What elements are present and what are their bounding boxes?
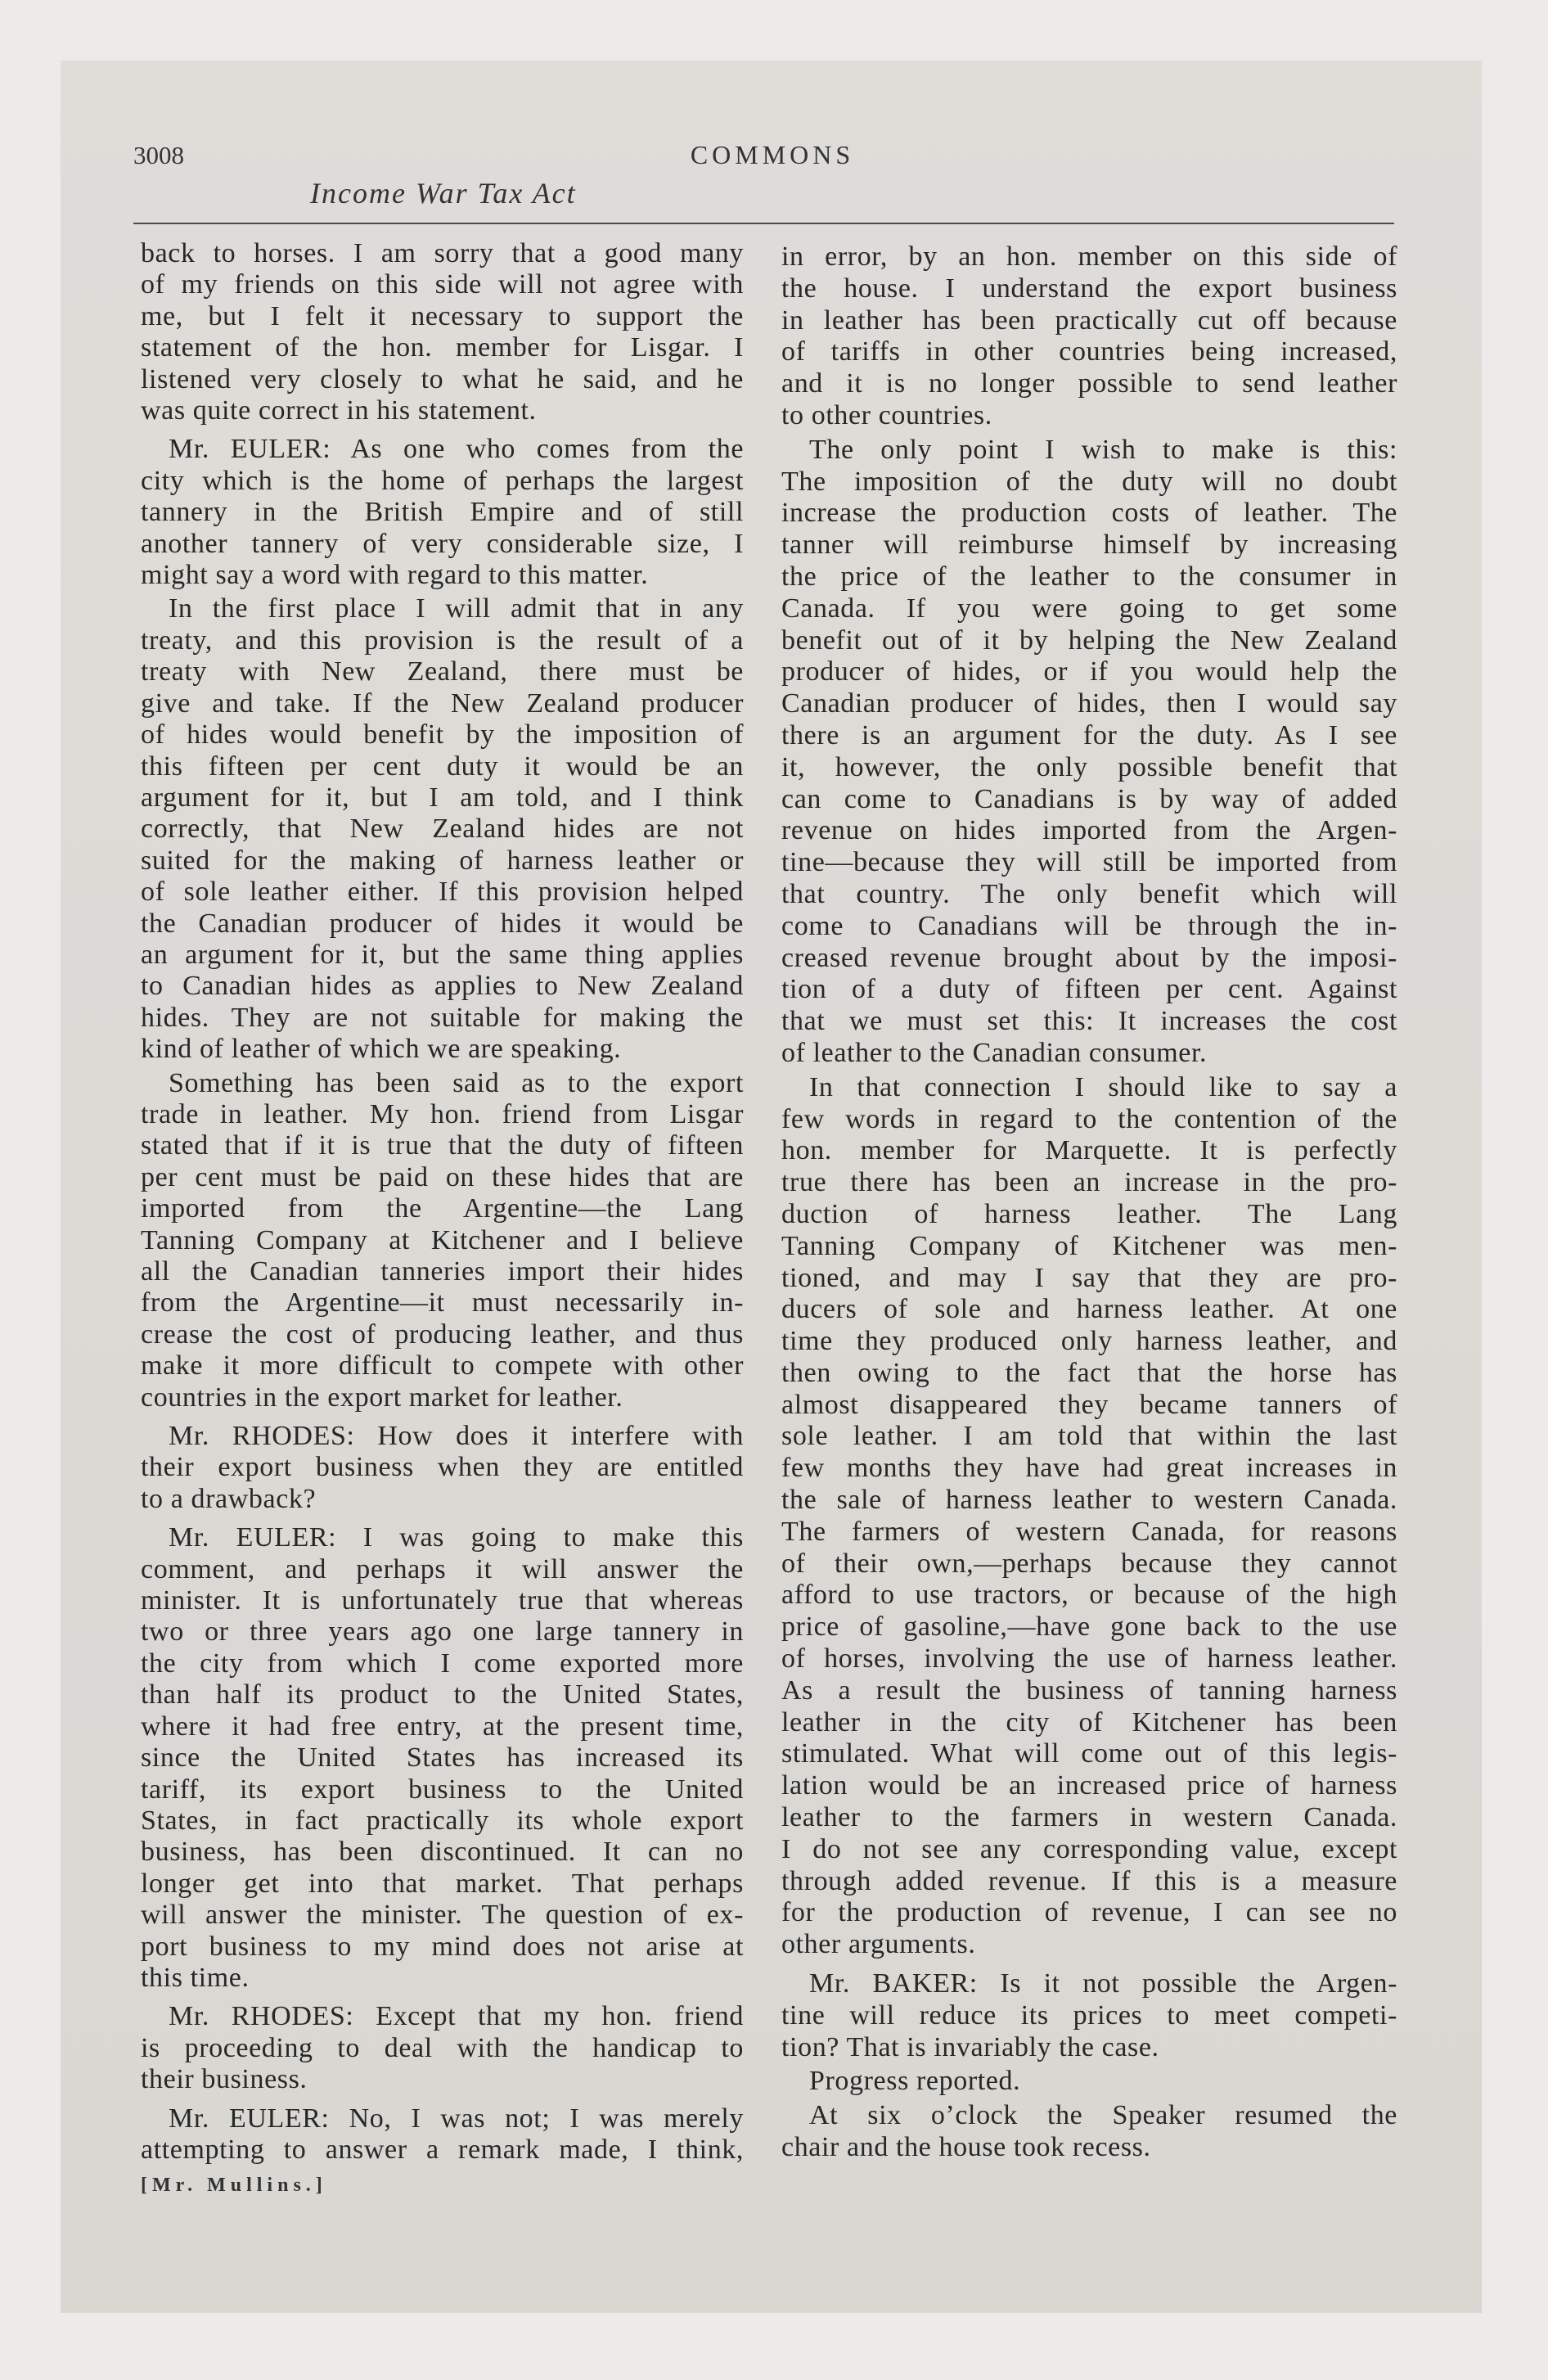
text-line: city which is the home of perhaps the largest <box>141 465 744 496</box>
paragraph <box>141 593 744 1065</box>
text-line: than half its product to the United States, <box>141 1679 744 1711</box>
text-line: In the first place I will admit that in any <box>169 593 744 624</box>
text-line: ducers of sole and harness leather. At one <box>781 1294 1397 1325</box>
text-line: might say a word with regard to this matter. <box>141 560 649 591</box>
text-line: come to Canadians will be through the in- <box>781 910 1397 941</box>
text-line: since the United States has increased its <box>141 1742 744 1774</box>
text-line <box>141 434 744 465</box>
text-line: hides. They are not suitable for making the <box>141 1002 744 1033</box>
text-line: was quite correct in his statement. <box>141 395 537 426</box>
text-line: The farmers of western Canada, for reasons <box>781 1516 1397 1547</box>
text-line: tion? That is invariably the case. <box>781 2031 1159 2062</box>
text-line: kind of leather of which we are speaking. <box>141 1034 622 1065</box>
text-line: listened very closely to what he said, and he <box>141 363 744 394</box>
text-line: of hides would benefit by the imposition of <box>141 719 744 751</box>
text-line: the price of the leather to the consumer in <box>781 561 1397 592</box>
chamber-title: COMMONS <box>690 140 855 169</box>
text-line: Canadian producer of hides, then I would say <box>781 688 1397 719</box>
line-text: Is it not possible the Argen- <box>1000 1968 1397 1999</box>
text-line: this time. <box>141 1962 250 1993</box>
text-line: the city from which I come exported more <box>141 1648 744 1679</box>
paragraph <box>781 2100 1397 2164</box>
text-line: their export business when they are entitled <box>141 1452 744 1483</box>
text-line: another tannery of very considerable size, I <box>141 528 744 559</box>
text-line: imported from the Argentine—the Lang <box>141 1193 744 1224</box>
text-line <box>141 2001 744 2032</box>
paragraph <box>141 1068 744 1413</box>
text-line: to Canadian hides as applies to New Zealand <box>141 971 744 1002</box>
text-line: of tariffs in other countries being increased, <box>781 336 1397 367</box>
text-line: is proceeding to deal with the handicap to <box>141 2032 744 2063</box>
text-line: producer of hides, or if you would help the <box>781 656 1397 687</box>
text-line: two or three years ago one large tannery in <box>141 1616 744 1648</box>
running-title: Income War Tax Act <box>310 177 577 210</box>
text-line: Tanning Company of Kitchener was men- <box>781 1230 1397 1261</box>
text-line: through added revenue. If this is a measure <box>781 1865 1397 1896</box>
text-line: will answer the minister. The question of ex- <box>141 1900 744 1931</box>
text-line: trade in leather. My hon. friend from Lisgar <box>141 1098 744 1129</box>
paragraph <box>781 241 1397 432</box>
paragraph <box>781 1072 1397 1961</box>
text-line: correctly, that New Zealand hides are not <box>141 814 744 845</box>
text-line: Progress reported. <box>809 2066 1021 2097</box>
text-line: this fifteen per cent duty it would be an <box>141 751 744 782</box>
text-line: statement of the hon. member for Lisgar. I <box>141 332 744 363</box>
text-line: give and take. If the New Zealand producer <box>141 687 744 719</box>
line-text: Except that my hon. friend <box>376 2001 744 2032</box>
text-line: attempting to answer a remark made, I think, <box>141 2134 744 2165</box>
text-line: suited for the making of harness leather or <box>141 845 744 876</box>
text-line <box>141 1522 744 1553</box>
text-line: where it had free entry, at the present time, <box>141 1711 744 1742</box>
line-text: How does it interfere with <box>377 1421 744 1452</box>
text-line: all the Canadian tanneries import their hides <box>141 1256 744 1287</box>
text-line: there is an argument for the duty. As I see <box>781 719 1397 751</box>
text-line: States, in fact practically its whole export <box>141 1805 744 1836</box>
paragraph <box>781 2066 1397 2098</box>
right-column <box>781 241 1397 2164</box>
text-line: creased revenue brought about by the imposi- <box>781 942 1397 973</box>
text-line: their business. <box>141 2064 308 2095</box>
text-line: few words in regard to the contention of the <box>781 1103 1397 1134</box>
line-text: I was going to make this <box>362 1522 744 1553</box>
text-line: true there has been an increase in the pro- <box>781 1167 1397 1198</box>
text-line: I do not see any corresponding value, except <box>781 1833 1397 1864</box>
text-line: in leather has been practically cut off because <box>781 304 1397 336</box>
text-line: that country. The only benefit which will <box>781 878 1397 909</box>
text-line: duction of harness leather. The Lang <box>781 1198 1397 1229</box>
text-line: leather to the farmers in western Canada. <box>781 1802 1397 1833</box>
text-line: of my friends on this side will not agree with <box>141 269 744 300</box>
paragraph <box>781 435 1397 1070</box>
text-line: the sale of harness leather to western Canada. <box>781 1485 1397 1516</box>
text-line: can come to Canadians is by way of added <box>781 783 1397 814</box>
text-line: treaty, and this provision is the result of a <box>141 624 744 656</box>
speaker-footnote: [Mr. Mullins.] <box>141 2175 327 2196</box>
text-line: me, but I felt it necessary to support the <box>141 300 744 331</box>
text-line: countries in the export market for leather. <box>141 1382 623 1413</box>
speaker-name: Mr. EULER: <box>169 434 331 465</box>
speaker-name: Mr. BAKER: <box>809 1968 978 1999</box>
text-line: revenue on hides imported from the Argen- <box>781 815 1397 846</box>
text-line: few months they have had great increases in <box>781 1453 1397 1484</box>
text-line: At six o’clock the Speaker resumed the <box>809 2100 1397 2131</box>
text-line: benefit out of it by helping the New Zealand <box>781 624 1397 656</box>
text-line: business, has been discontinued. It can no <box>141 1837 744 1868</box>
text-line: of sole leather either. If this provision helped <box>141 877 744 908</box>
text-line: and it is no longer possible to send leather <box>781 368 1397 399</box>
text-line: to other countries. <box>781 399 992 430</box>
text-line: in error, by an hon. member on this side of <box>781 241 1397 272</box>
text-line: of leather to the Canadian consumer. <box>781 1037 1208 1068</box>
text-line: stimulated. What will come out of this legis- <box>781 1738 1397 1769</box>
text-line <box>781 1968 1397 2000</box>
speech-paragraph <box>141 2103 744 2166</box>
text-line: tanner will reimburse himself by increasing <box>781 530 1397 561</box>
text-line: it, however, the only possible benefit that <box>781 751 1397 782</box>
text-line: comment, and perhaps it will answer the <box>141 1553 744 1584</box>
text-line: Canada. If you were going to get some <box>781 593 1397 624</box>
speech-paragraph <box>141 2001 744 2095</box>
text-line: for the production of revenue, I can see no <box>781 1897 1397 1928</box>
text-line: tioned, and may I say that they are pro- <box>781 1262 1397 1293</box>
page-number: 3008 <box>133 141 184 169</box>
text-line: Something has been said as to the export <box>169 1067 744 1098</box>
speech-paragraph <box>141 1421 744 1515</box>
text-line: treaty with New Zealand, there must be <box>141 656 744 687</box>
text-line: the house. I understand the export business <box>781 273 1397 304</box>
text-line: increase the production costs of leather. The <box>781 498 1397 529</box>
text-line: tannery in the British Empire and of still <box>141 497 744 528</box>
text-line: time they produced only harness leather, and <box>781 1326 1397 1357</box>
text-line: then owing to the fact that the horse has <box>781 1357 1397 1388</box>
text-line: argument for it, but I am told, and I think <box>141 782 744 813</box>
text-line <box>141 1421 744 1452</box>
speech-paragraph <box>141 1522 744 1994</box>
text-line: from the Argentine—it must necessarily in- <box>141 1287 744 1318</box>
text-line: longer get into that market. That perhaps <box>141 1868 744 1899</box>
text-line: tine—because they will still be imported from <box>781 847 1397 878</box>
text-line: As a result the business of tanning harness <box>781 1675 1397 1706</box>
text-line: crease the cost of producing leather, and thus <box>141 1318 744 1350</box>
line-text: As one who comes from the <box>350 434 744 465</box>
speaker-name: Mr. RHODES: <box>169 1421 355 1452</box>
text-line: per cent must be paid on these hides that are <box>141 1161 744 1192</box>
text-line: In that connection I should like to say a <box>809 1071 1397 1102</box>
text-line: leather in the city of Kitchener has been <box>781 1706 1397 1738</box>
text-line: chair and the house took recess. <box>781 2132 1151 2163</box>
text-line: stated that if it is true that the duty of fifteen <box>141 1130 744 1161</box>
left-column <box>141 238 744 2166</box>
text-line: price of gasoline,—have gone back to the use <box>781 1611 1397 1643</box>
text-line <box>141 2103 744 2134</box>
text-line: to a drawback? <box>141 1483 317 1514</box>
text-line: of their own,—perhaps because they cannot <box>781 1548 1397 1579</box>
speaker-name: Mr. EULER: <box>169 1522 337 1553</box>
text-line: lation would be an increased price of harness <box>781 1770 1397 1801</box>
text-line: afford to use tractors, or because of the high <box>781 1580 1397 1611</box>
text-line: make it more difficult to compete with other <box>141 1350 744 1382</box>
text-line: the Canadian producer of hides it would be <box>141 908 744 939</box>
text-line: The only point I wish to make is this: <box>809 434 1397 465</box>
text-line: sole leather. I am told that within the last <box>781 1421 1397 1452</box>
line-text: No, I was not; I was merely <box>349 2103 744 2134</box>
text-line: hon. member for Marquette. It is perfectly <box>781 1135 1397 1166</box>
text-line: port business to my mind does not arise at <box>141 1931 744 1962</box>
text-line: of horses, involving the use of harness leather. <box>781 1643 1397 1675</box>
text-line: tine will reduce its prices to meet competi- <box>781 1999 1397 2031</box>
text-line: other arguments. <box>781 1929 976 1960</box>
text-line: that we must set this: It increases the cost <box>781 1006 1397 1037</box>
text-line: back to horses. I am sorry that a good many <box>141 238 744 268</box>
text-line: Tanning Company at Kitchener and I believe <box>141 1224 744 1255</box>
paragraph <box>141 238 744 426</box>
header-rule <box>133 223 1394 224</box>
text-line: tariff, its export business to the United <box>141 1774 744 1805</box>
text-line: tion of a duty of fifteen per cent. Against <box>781 974 1397 1005</box>
text-line: almost disappeared they became tanners of <box>781 1389 1397 1420</box>
text-line: minister. It is unfortunately true that whereas <box>141 1585 744 1616</box>
speaker-name: Mr. RHODES: <box>169 2001 354 2032</box>
speech-paragraph <box>141 434 744 591</box>
speech-paragraph <box>781 1968 1397 2063</box>
text-line: The imposition of the duty will no doubt <box>781 466 1397 497</box>
text-line: an argument for it, but the same thing applies <box>141 939 744 970</box>
speaker-name: Mr. EULER: <box>169 2103 330 2134</box>
